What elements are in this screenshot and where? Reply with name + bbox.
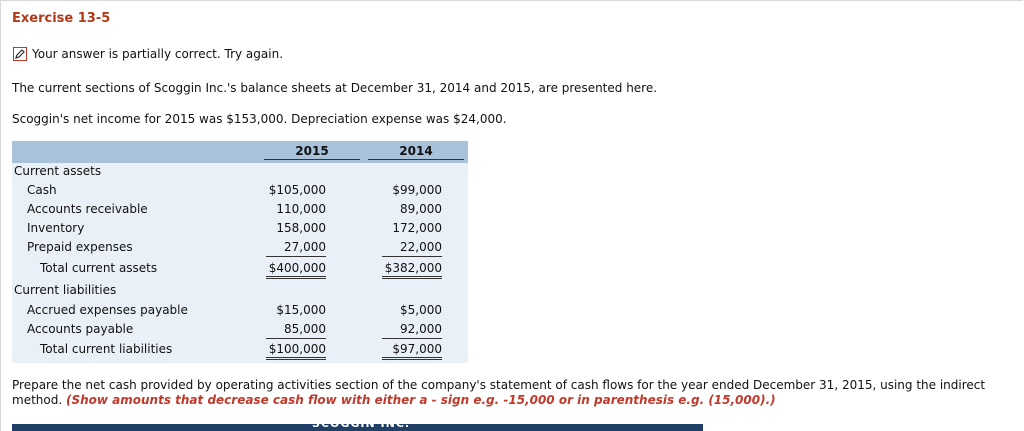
row-label: Inventory xyxy=(27,221,85,235)
value-2014: $97,000 xyxy=(392,342,442,356)
table-row xyxy=(12,164,468,182)
header-underline xyxy=(368,159,464,160)
value-2015: $15,000 xyxy=(276,303,326,317)
value-2014: 22,000 xyxy=(400,240,442,254)
value-2015: $100,000 xyxy=(268,342,326,356)
value-2015: $400,000 xyxy=(268,261,326,275)
value-2015: 110,000 xyxy=(276,202,326,216)
answer-table-header-bar xyxy=(12,417,703,431)
total-double-rule xyxy=(266,357,326,360)
value-2014: $5,000 xyxy=(400,303,442,317)
section-label: Current assets xyxy=(14,164,102,178)
instructions-note: (Show amounts that decrease cash flow with either a - sign e.g. -15,000 or in parenthesis e.g. (15,000).) xyxy=(65,393,776,407)
row-label: Total current liabilities xyxy=(40,342,173,356)
exercise-title: Exercise 13-5 xyxy=(12,11,111,26)
row-label: Accounts payable xyxy=(27,322,134,336)
row-label: Accrued expenses payable xyxy=(27,303,188,317)
status-message: Your answer is partially correct. Try again. xyxy=(32,47,284,61)
value-2015: 85,000 xyxy=(284,322,326,336)
subtotal-rule xyxy=(266,256,326,257)
value-2014: 172,000 xyxy=(392,221,442,235)
table-row xyxy=(12,303,468,321)
instructions-text: Prepare the net cash provided by operating activities section of the company's statement of cash flows for the year ended December 31, 2015, using the indirect method. xyxy=(12,378,986,407)
value-2014: 92,000 xyxy=(400,322,442,336)
year-2014-header: 2014 xyxy=(399,144,433,158)
value-2014: $382,000 xyxy=(384,261,442,275)
section-label: Current liabilities xyxy=(14,283,117,297)
row-label: Prepaid expenses xyxy=(27,240,133,254)
subtotal-rule xyxy=(382,338,442,339)
table-row xyxy=(12,221,468,239)
subtotal-rule xyxy=(382,256,442,257)
table-row xyxy=(12,202,468,220)
intro-line-2: Scoggin's net income for 2015 was $153,000. Depreciation expense was $24,000. xyxy=(12,112,507,126)
total-double-rule xyxy=(266,276,326,279)
subtotal-rule xyxy=(266,338,326,339)
value-2015: 158,000 xyxy=(276,221,326,235)
value-2014: $99,000 xyxy=(392,183,442,197)
year-2015-header: 2015 xyxy=(295,144,329,158)
company-name: SCOGGIN INC. xyxy=(312,417,411,430)
total-double-rule xyxy=(382,276,442,279)
answer-status xyxy=(13,47,283,61)
row-label: Total current assets xyxy=(40,261,158,275)
row-label: Cash xyxy=(27,183,57,197)
header-underline xyxy=(264,159,360,160)
row-label: Accounts receivable xyxy=(27,202,148,216)
table-row xyxy=(12,283,468,301)
balance-sheet-table xyxy=(12,141,468,363)
table-header xyxy=(12,141,468,163)
table-row xyxy=(12,183,468,201)
value-2014: 89,000 xyxy=(400,202,442,216)
edit-icon[interactable] xyxy=(13,47,27,61)
total-double-rule xyxy=(382,357,442,360)
instructions xyxy=(12,378,1017,408)
intro-line-1: The current sections of Scoggin Inc.'s balance sheets at December 31, 2014 and 2015, are presented here. xyxy=(12,81,658,95)
value-2015: $105,000 xyxy=(268,183,326,197)
value-2015: 27,000 xyxy=(284,240,326,254)
